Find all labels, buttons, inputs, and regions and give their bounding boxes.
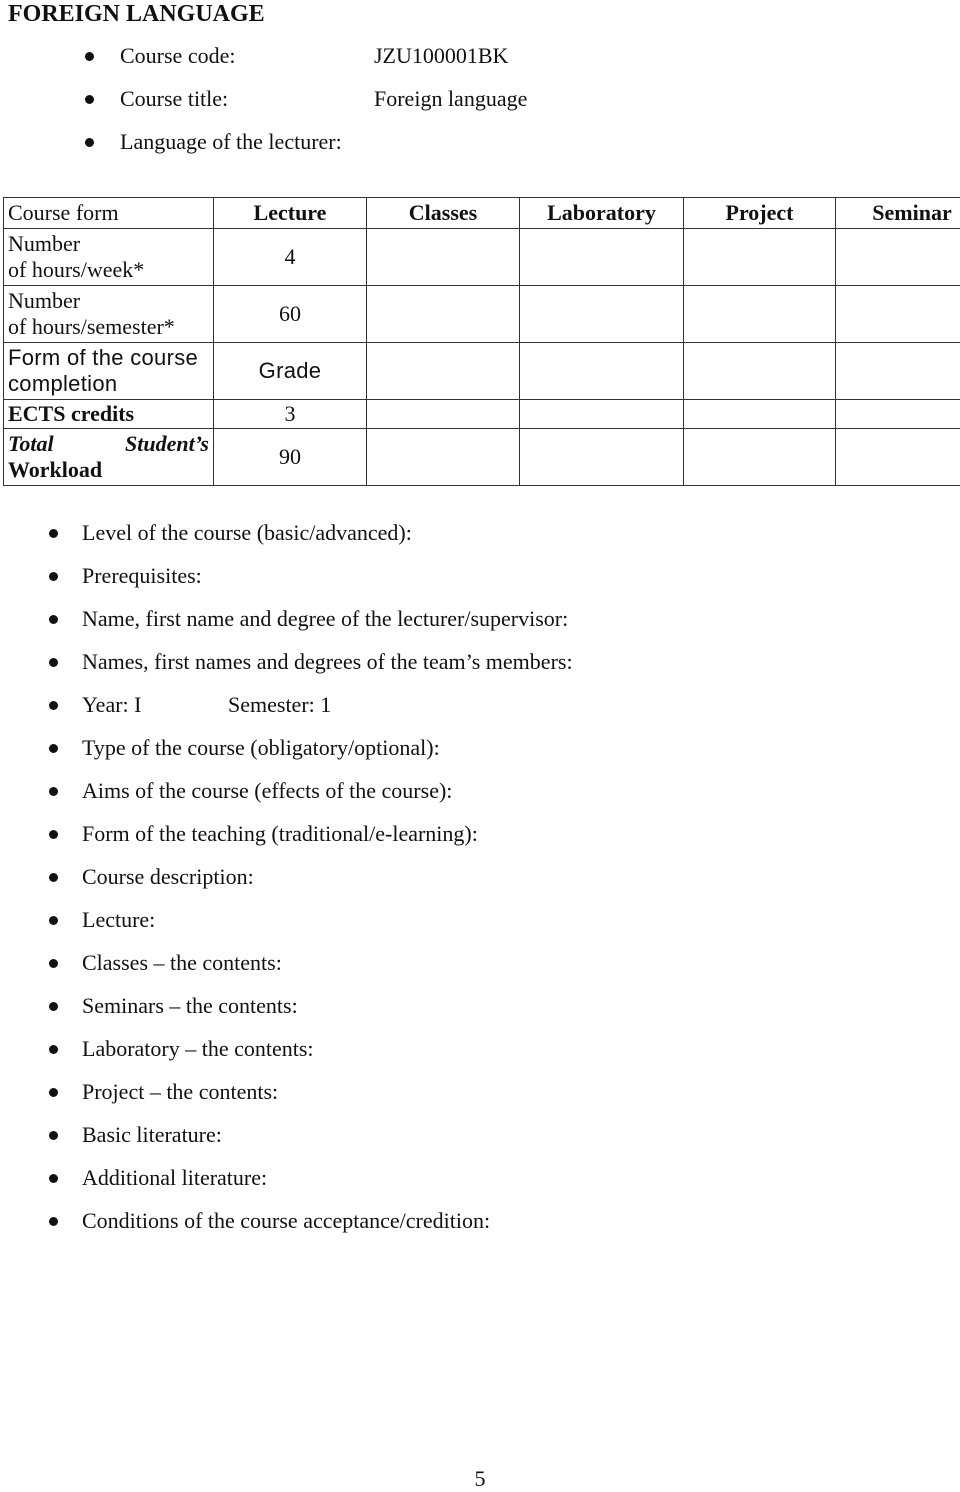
- list-item-text: Names, first names and degrees of the team’s members:: [82, 642, 573, 682]
- bullet-icon: [49, 1174, 58, 1183]
- list-item-text: Course description:: [82, 857, 254, 897]
- empty-cell: [520, 229, 684, 286]
- bullet-icon: [49, 701, 58, 710]
- row-label-word: Student’s: [125, 431, 209, 457]
- row-label-line: completion: [8, 371, 209, 397]
- header-lecture: Lecture: [214, 198, 367, 229]
- empty-cell: [520, 400, 684, 429]
- meta-label: Language of the lecturer:: [120, 126, 342, 158]
- empty-cell: [836, 286, 960, 343]
- empty-cell: [684, 343, 836, 400]
- bullet-icon: [49, 1131, 58, 1140]
- table-row: [4, 343, 960, 400]
- bullet-icon: [49, 1002, 58, 1011]
- year-text: Year: I: [82, 685, 141, 725]
- empty-cell: [367, 429, 520, 486]
- list-item-text: Project – the contents:: [82, 1072, 278, 1112]
- table-row: [4, 429, 960, 486]
- list-item-text: Aims of the course (effects of the course):: [82, 771, 452, 811]
- row-label: [4, 343, 214, 400]
- empty-cell: [684, 286, 836, 343]
- empty-cell: [520, 286, 684, 343]
- document-title: FOREIGN LANGUAGE: [8, 0, 265, 28]
- header-project: Project: [684, 198, 836, 229]
- bullet-icon: [49, 787, 58, 796]
- bullet-icon: [49, 959, 58, 968]
- bullet-icon: [49, 916, 58, 925]
- empty-cell: [836, 229, 960, 286]
- row-label: [4, 229, 214, 286]
- empty-cell: [520, 343, 684, 400]
- list-item-text: Name, first name and degree of the lecturer/supervisor:: [82, 599, 568, 639]
- table-row: [4, 286, 960, 343]
- row-label: [4, 429, 214, 486]
- header-seminar: Seminar: [836, 198, 960, 229]
- list-item-text: Classes – the contents:: [82, 943, 282, 983]
- lecture-cell: 3: [214, 400, 367, 429]
- bullet-icon: [49, 1088, 58, 1097]
- empty-cell: [836, 343, 960, 400]
- empty-cell: [367, 286, 520, 343]
- list-item-text: Basic literature:: [82, 1115, 222, 1155]
- empty-cell: [684, 400, 836, 429]
- meta-value: JZU100001BK: [374, 40, 508, 72]
- empty-cell: [520, 429, 684, 486]
- header-laboratory: Laboratory: [520, 198, 684, 229]
- empty-cell: [836, 400, 960, 429]
- page-number: 5: [0, 1466, 960, 1492]
- table-row: [4, 229, 960, 286]
- row-label-line: Form of the course: [8, 345, 209, 371]
- bullet-icon: [49, 744, 58, 753]
- table-row: [4, 400, 960, 429]
- empty-cell: [684, 229, 836, 286]
- header-course-form: Course form: [4, 198, 214, 229]
- bullet-icon: [49, 830, 58, 839]
- course-form-table: [3, 197, 960, 486]
- empty-cell: [367, 229, 520, 286]
- table-header-row: [4, 198, 960, 229]
- empty-cell: [367, 400, 520, 429]
- list-item-text: Prerequisites:: [82, 556, 202, 596]
- empty-cell: [684, 429, 836, 486]
- bullet-icon: [49, 658, 58, 667]
- list-item-text: Lecture:: [82, 900, 155, 940]
- lecture-cell: 4: [214, 229, 367, 286]
- bullet-icon: [49, 529, 58, 538]
- row-label: [4, 286, 214, 343]
- bullet-icon: [49, 615, 58, 624]
- list-item-text: Level of the course (basic/advanced):: [82, 513, 412, 553]
- row-label-line: Number: [8, 288, 209, 314]
- semester-text: Semester: 1: [228, 685, 331, 725]
- list-item-text: Laboratory – the contents:: [82, 1029, 314, 1069]
- row-label-word: Total: [8, 431, 54, 457]
- empty-cell: [836, 429, 960, 486]
- list-item-text: Form of the teaching (traditional/e-learning):: [82, 814, 478, 854]
- lecture-cell: 60: [214, 286, 367, 343]
- bullet-icon: [49, 572, 58, 581]
- list-item-text: Additional literature:: [82, 1158, 267, 1198]
- header-classes: Classes: [367, 198, 520, 229]
- empty-cell: [367, 343, 520, 400]
- bullet-icon: [49, 873, 58, 882]
- meta-value: Foreign language: [374, 83, 527, 115]
- bullet-icon: [85, 95, 94, 104]
- list-item-text: Seminars – the contents:: [82, 986, 298, 1026]
- bullet-icon: [49, 1217, 58, 1226]
- bullet-icon: [85, 138, 94, 147]
- list-item-text: Type of the course (obligatory/optional):: [82, 728, 440, 768]
- list-item-text: Conditions of the course acceptance/credition:: [82, 1201, 490, 1241]
- row-label-line: of hours/week*: [8, 257, 209, 283]
- lecture-cell: 90: [214, 429, 367, 486]
- row-label-line: Number: [8, 231, 209, 257]
- row-label: ECTS credits: [4, 400, 214, 429]
- bullet-icon: [49, 1045, 58, 1054]
- row-label-line: [8, 431, 209, 457]
- row-label-line: Workload: [8, 457, 209, 483]
- meta-label: Course code:: [120, 40, 235, 72]
- row-label-line: of hours/semester*: [8, 314, 209, 340]
- lecture-cell: Grade: [214, 343, 367, 400]
- bullet-icon: [85, 52, 94, 61]
- meta-label: Course title:: [120, 83, 228, 115]
